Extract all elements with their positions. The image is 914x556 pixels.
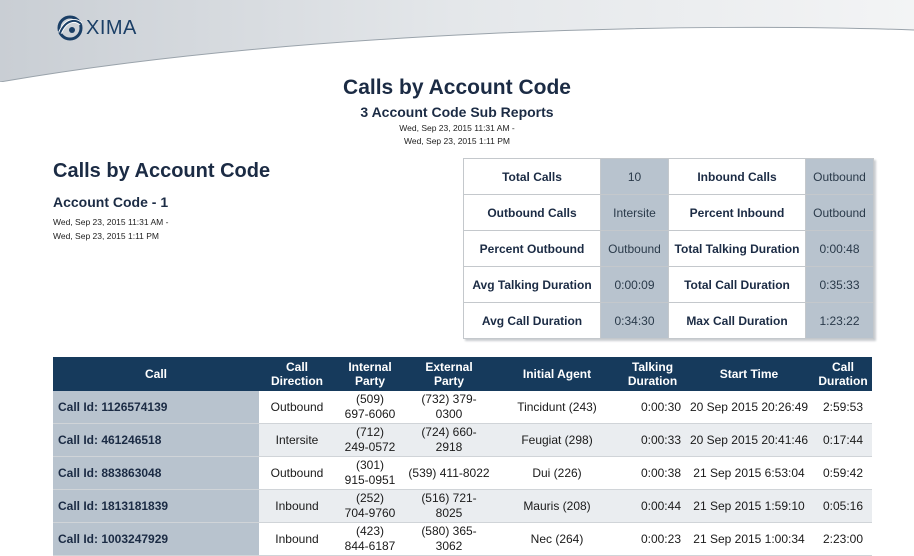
header-banner	[0, 0, 914, 82]
call-id-cell[interactable]: Call Id: 883863048	[53, 457, 259, 490]
column-header-initial-agent[interactable]: Initial Agent	[493, 357, 621, 391]
logo-text: XIMA	[86, 16, 137, 39]
call-id-cell[interactable]: Call Id: 1813181839	[53, 490, 259, 523]
direction-cell: Outbound	[259, 391, 335, 424]
column-header-call[interactable]: Call	[53, 357, 259, 391]
column-header-start-time[interactable]: Start Time	[684, 357, 814, 391]
summary-value: 0:00:09	[601, 267, 669, 303]
summary-label: Inbound Calls	[669, 159, 806, 195]
summary-value: Outbound	[806, 159, 874, 195]
table-row[interactable]	[53, 424, 872, 457]
column-header-call-direction[interactable]: Call Direction	[259, 357, 335, 391]
summary-row	[464, 159, 874, 195]
summary-value: 0:00:48	[806, 231, 874, 267]
report-date-range-end: Wed, Sep 23, 2015 1:11 PM	[403, 136, 510, 146]
start-time-cell: 21 Sep 2015 6:53:04	[684, 457, 814, 490]
talking-duration-cell: 0:00:30	[621, 391, 684, 424]
summary-label: Total Calls	[464, 159, 601, 195]
talking-duration-cell: 0:00:44	[621, 490, 684, 523]
column-header-talking-duration[interactable]: Talking Duration	[621, 357, 684, 391]
internal-party-cell: (509) 697-6060	[335, 391, 405, 424]
summary-value: 0:35:33	[806, 267, 874, 303]
column-header-external-party[interactable]: External Party	[405, 357, 493, 391]
summary-label: Outbound Calls	[464, 195, 601, 231]
summary-value: 0:34:30	[601, 303, 669, 339]
start-time-cell: 21 Sep 2015 1:59:10	[684, 490, 814, 523]
initial-agent-cell: Tincidunt (243)	[493, 391, 621, 424]
call-duration-cell: 2:59:53	[814, 391, 872, 424]
start-time-cell: 21 Sep 2015 1:00:34	[684, 523, 814, 556]
summary-label: Total Call Duration	[669, 267, 806, 303]
calls-table-header	[53, 357, 872, 391]
summary-value: 1:23:22	[806, 303, 874, 339]
summary-table	[463, 158, 874, 339]
summary-label: Total Talking Duration	[669, 231, 806, 267]
external-party-cell: (539) 411-8022	[405, 457, 493, 490]
summary-value: 10	[601, 159, 669, 195]
call-duration-cell: 2:23:00	[814, 523, 872, 556]
table-row[interactable]	[53, 457, 872, 490]
summary-label: Percent Inbound	[669, 195, 806, 231]
call-duration-cell: 0:59:42	[814, 457, 872, 490]
section-date-range-end: Wed, Sep 23, 2015 1:11 PM	[53, 231, 160, 241]
internal-party-cell: (252) 704-9760	[335, 490, 405, 523]
table-row[interactable]	[53, 523, 872, 556]
initial-agent-cell: Mauris (208)	[493, 490, 621, 523]
report-date-range-start: Wed, Sep 23, 2015 11:31 AM -	[399, 123, 515, 133]
direction-cell: Inbound	[259, 490, 335, 523]
external-party-cell: (580) 365-3062	[405, 523, 493, 556]
summary-label: Percent Outbound	[464, 231, 601, 267]
direction-cell: Outbound	[259, 457, 335, 490]
summary-row	[464, 195, 874, 231]
start-time-cell: 20 Sep 2015 20:26:49	[684, 391, 814, 424]
external-party-cell: (732) 379-0300	[405, 391, 493, 424]
summary-row	[464, 303, 874, 339]
section-date-range-start: Wed, Sep 23, 2015 11:31 AM -	[53, 217, 169, 227]
summary-label: Avg Call Duration	[464, 303, 601, 339]
column-header-internal-party[interactable]: Internal Party	[335, 357, 405, 391]
call-id-cell[interactable]: Call Id: 1003247929	[53, 523, 259, 556]
direction-cell: Intersite	[259, 424, 335, 457]
call-id-cell[interactable]: Call Id: 461246518	[53, 424, 259, 457]
talking-duration-cell: 0:00:38	[621, 457, 684, 490]
initial-agent-cell: Feugiat (298)	[493, 424, 621, 457]
account-code-title: Account Code - 1	[53, 194, 169, 210]
internal-party-cell: (712) 249-0572	[335, 424, 405, 457]
summary-label: Max Call Duration	[669, 303, 806, 339]
talking-duration-cell: 0:00:23	[621, 523, 684, 556]
report-title: Calls by Account Code	[343, 76, 571, 99]
initial-agent-cell: Dui (226)	[493, 457, 621, 490]
table-row[interactable]	[53, 391, 872, 424]
summary-label: Avg Talking Duration	[464, 267, 601, 303]
external-party-cell: (724) 660-2918	[405, 424, 493, 457]
summary-value: Intersite	[601, 195, 669, 231]
internal-party-cell: (423) 844-6187	[335, 523, 405, 556]
calls-table	[53, 357, 872, 556]
xima-swirl-icon	[57, 15, 83, 41]
xima-logo	[57, 15, 137, 41]
call-id-cell[interactable]: Call Id: 1126574139	[53, 391, 259, 424]
initial-agent-cell: Nec (264)	[493, 523, 621, 556]
summary-row	[464, 231, 874, 267]
external-party-cell: (516) 721-8025	[405, 490, 493, 523]
table-row[interactable]	[53, 490, 872, 523]
call-duration-cell: 0:17:44	[814, 424, 872, 457]
internal-party-cell: (301) 915-0951	[335, 457, 405, 490]
section-title: Calls by Account Code	[53, 160, 271, 182]
start-time-cell: 20 Sep 2015 20:41:46	[684, 424, 814, 457]
summary-row	[464, 267, 874, 303]
direction-cell: Inbound	[259, 523, 335, 556]
summary-value: Outbound	[806, 195, 874, 231]
report-subtitle: 3 Account Code Sub Reports	[360, 104, 554, 120]
talking-duration-cell: 0:00:33	[621, 424, 684, 457]
call-duration-cell: 0:05:16	[814, 490, 872, 523]
column-header-call-duration[interactable]: Call Duration	[814, 357, 872, 391]
summary-value: Outbound	[601, 231, 669, 267]
